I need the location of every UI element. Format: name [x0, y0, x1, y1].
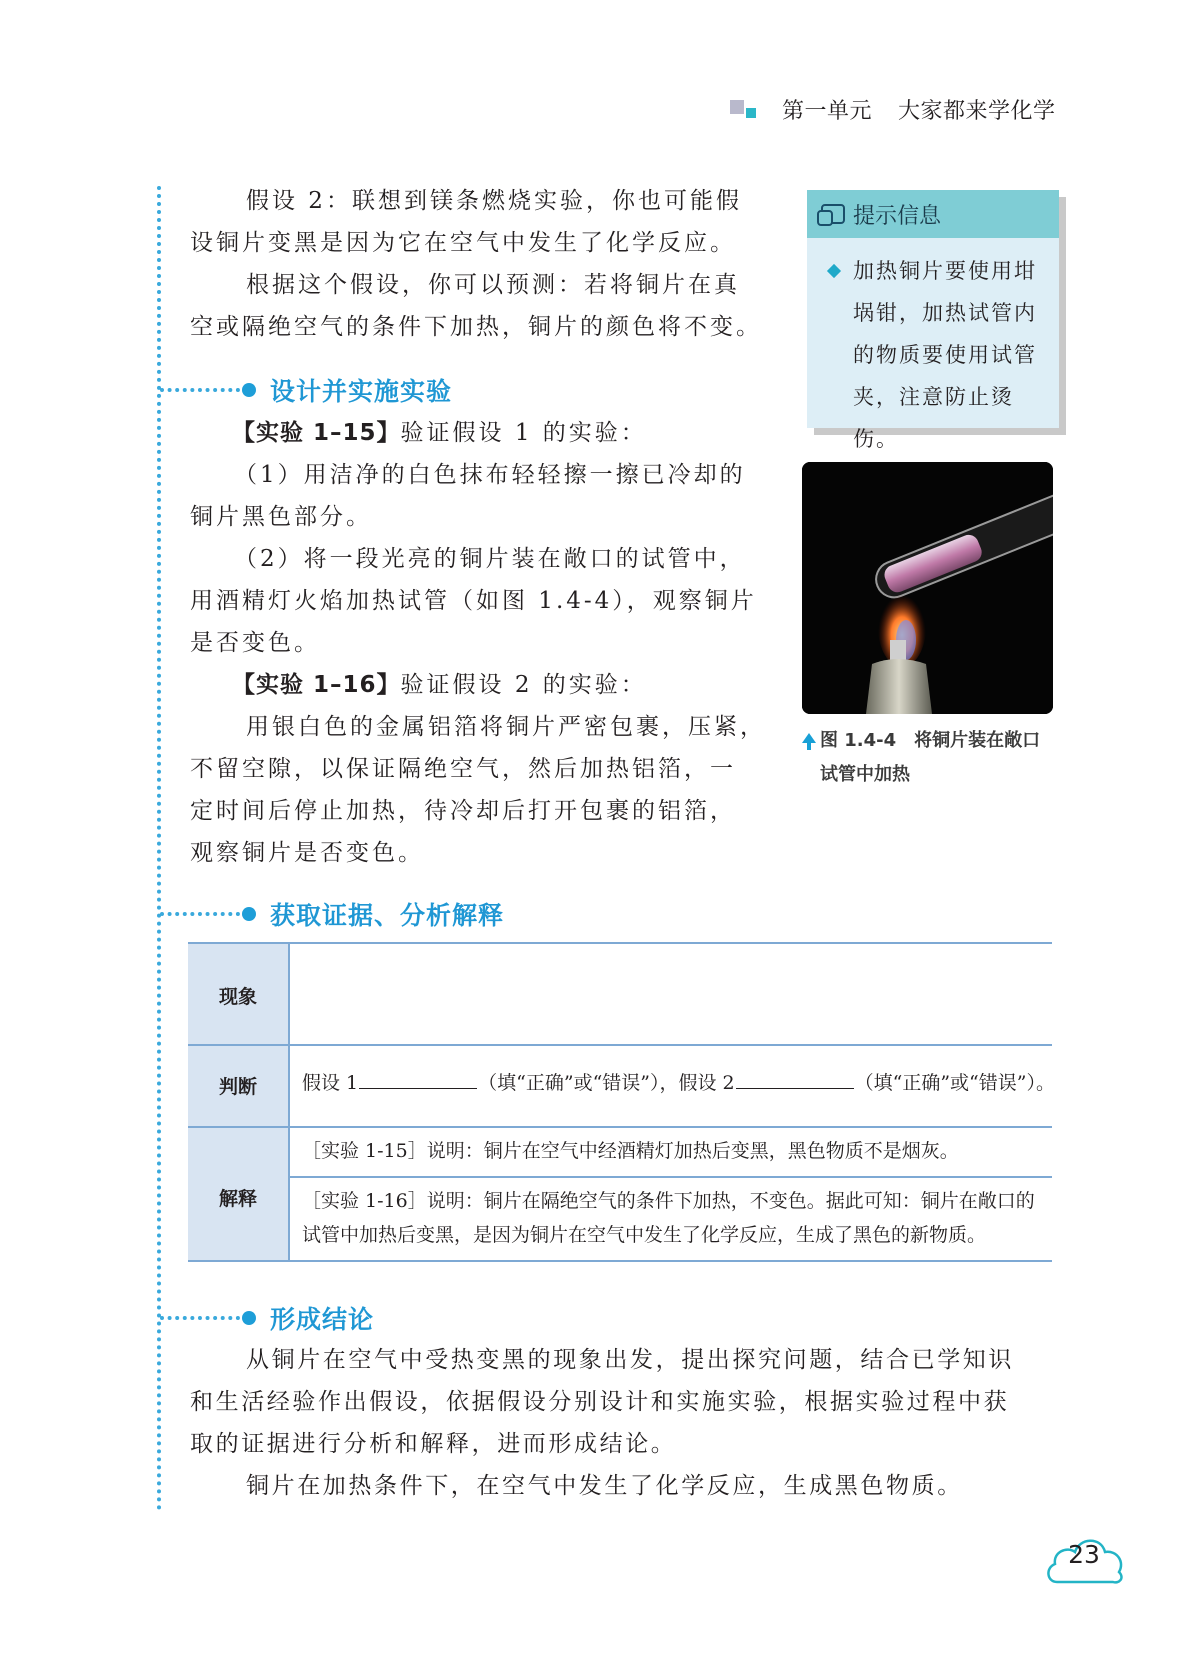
running-header [730, 92, 1056, 126]
section-bullet-icon [242, 383, 256, 397]
explanation-1: ［实验 1-15］说明：铜片在空气中经酒精灯加热后变黑，黑色物质不是烟灰。 [302, 1140, 959, 1162]
page-number: 23 [1068, 1540, 1100, 1569]
tip-line: 埚钳，加热试管内 [853, 301, 1037, 325]
exp2-line4: 观察铜片是否变色。 [190, 840, 424, 866]
step2-line1: （2）将一段光亮的铜片装在敞口的试管中， [234, 546, 746, 572]
tip-body [807, 238, 1059, 460]
diamond-bullet-icon [827, 264, 841, 278]
tip-title: 提示信息 [853, 203, 942, 229]
exp2-line2: 不留空隙，以保证隔绝空气，然后加热铝箔，一 [190, 756, 736, 782]
answer-blank-1[interactable] [359, 1068, 477, 1089]
section-title: 形成结论 [270, 1305, 375, 1334]
exp2-heading: 【实验 1–16】验证假设 2 的实验： [232, 672, 647, 698]
tip-header [807, 190, 1059, 238]
section-heading-design [160, 373, 452, 407]
section-bullet-icon [242, 1311, 256, 1325]
exp2-tag: 【实验 1–16】 [232, 672, 401, 698]
step2-line3: 是否变色。 [190, 630, 320, 656]
section-title: 设计并实施实验 [270, 377, 453, 406]
note-icon [821, 204, 845, 224]
tip-line: 加热铜片要使用坩 [853, 259, 1037, 283]
evidence-table [188, 942, 1055, 1262]
section-title: 获取证据、分析解释 [270, 901, 505, 930]
tip-box [807, 190, 1059, 451]
row-label-judgment: 判断 [218, 1076, 257, 1098]
conclusion-text [190, 1339, 1070, 1507]
explanation-2-line2: 试管中加热后变黑，是因为铜片在空气中发生了化学反应，生成了黑色的新物质。 [302, 1224, 987, 1246]
arrow-up-icon [802, 733, 816, 743]
answer-blank-2[interactable] [736, 1068, 854, 1089]
exp1-tag: 【实验 1–15】 [232, 420, 401, 446]
header-decoration-icon [730, 96, 764, 122]
intro-p2-line2: 空或隔绝空气的条件下加热，铜片的颜色将不变。 [190, 314, 762, 340]
conclusion-p1-line1: 从铜片在空气中受热变黑的现象出发，提出探究问题，结合已学知识 [246, 1347, 1014, 1373]
caption-line2: 试管中加热 [820, 764, 910, 785]
conclusion-p2: 铜片在加热条件下，在空气中发生了化学反应，生成黑色物质。 [246, 1473, 963, 1499]
intro-p2-line1: 根据这个假设，你可以预测：若将铜片在真 [246, 272, 740, 298]
step2-line2: 用酒精灯火焰加热试管（如图 1.4-4），观察铜片 [190, 588, 757, 614]
explanation-2-line1: ［实验 1-16］说明：铜片在隔绝空气的条件下加热，不变色。据此可知：铜片在敞口的 [302, 1190, 1035, 1212]
section-heading-conclusion [160, 1301, 374, 1335]
header-unit: 第一单元 [782, 98, 873, 124]
step1-line2: 铜片黑色部分。 [190, 504, 372, 530]
conclusion-p1-line2: 和生活经验作出假设，依据假设分别设计和实施实验，根据实验过程中获 [190, 1389, 1010, 1415]
header-title: 大家都来学化学 [898, 98, 1056, 124]
section-heading-evidence [160, 897, 504, 931]
judgment-cell: 假设 1 （填“正确”或“错误”），假设 2 （填“正确”或“错误”）。 [302, 1066, 1055, 1100]
figure-caption [802, 724, 1062, 792]
tip-line: 的物质要使用试管 [853, 343, 1037, 367]
exp2-line1: 用银白色的金属铝箔将铜片严密包裹，压紧， [246, 714, 766, 740]
caption-line1: 将铜片装在敞口 [914, 730, 1041, 751]
heated-test-tube-image [802, 462, 1053, 714]
exp2-line3: 定时间后停止加热，待冷却后打开包裹的铝箔， [190, 798, 736, 824]
design-text [190, 412, 780, 874]
experiment-photo [802, 462, 1053, 714]
row-label-phenomenon: 现象 [218, 986, 257, 1008]
intro-text [190, 180, 780, 348]
intro-p1-line1: 假设 2：联想到镁条燃烧实验，你也可能假 [246, 188, 742, 214]
tip-line: 夹，注意防止烫伤。 [853, 385, 1014, 451]
row-label-explanation: 解释 [218, 1188, 257, 1210]
step1-line1: （1）用洁净的白色抹布轻轻擦一擦已冷却的 [234, 462, 746, 488]
intro-p1-line2: 设铜片变黑是因为它在空气中发生了化学反应。 [190, 230, 736, 256]
figure-number: 图 1.4-4 [820, 730, 897, 751]
exp1-heading: 【实验 1–15】验证假设 1 的实验： [232, 420, 647, 446]
section-bullet-icon [242, 907, 256, 921]
conclusion-p1-line3: 取的证据进行分析和解释，进而形成结论。 [190, 1431, 677, 1457]
